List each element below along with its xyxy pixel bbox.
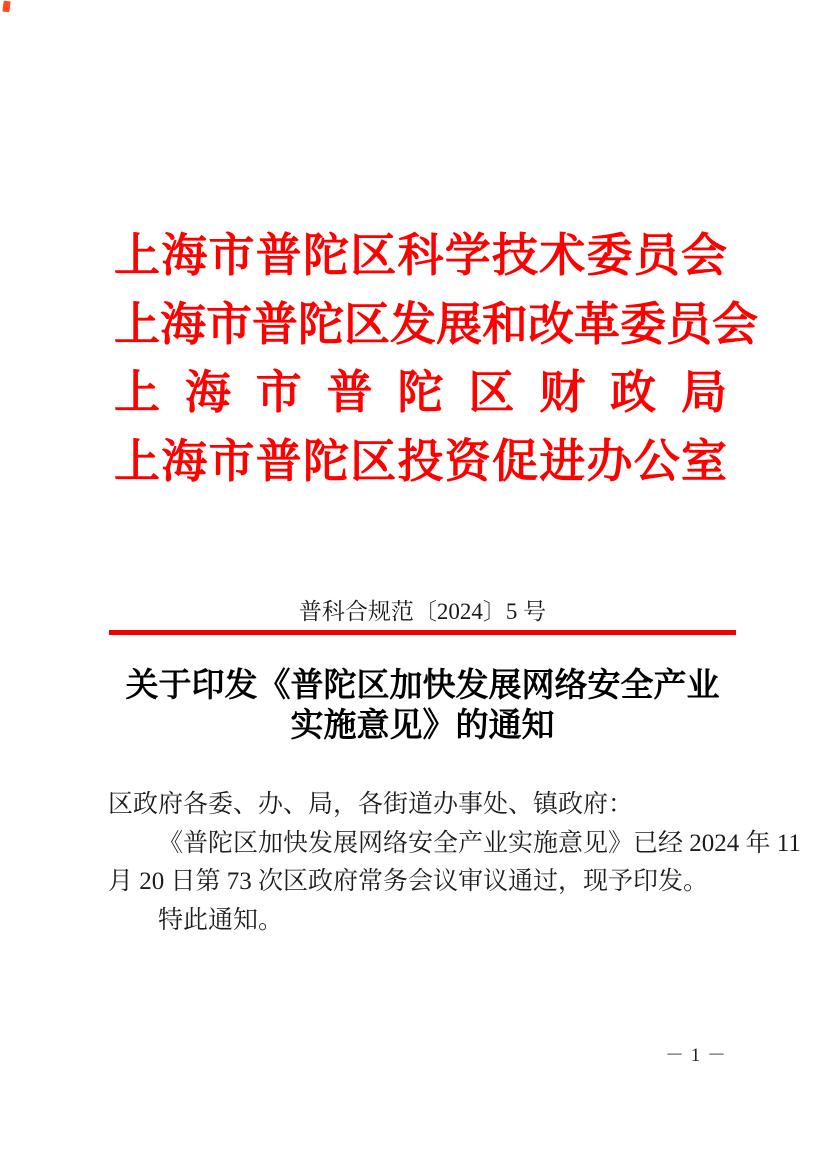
scan-artifact-speck [2, 1, 10, 13]
salutation-line: 区政府各委、办、局，各街道办事处、镇政府： [108, 791, 634, 818]
document-title-line-1: 关于印发《普陀区加快发展网络安全产业 [125, 668, 720, 704]
agency-line-investment-promotion-office: 上海市普陀区投资促进办公室 [114, 435, 727, 487]
page-number: － 1 － [664, 1045, 727, 1066]
body-line-3: 特此通知。 [158, 906, 284, 934]
body-line-2: 月 20 日第 73 次区政府常务会议审议通过，现予印发。 [108, 868, 709, 895]
agency-line-finance-bureau: 上海市普陀区财政局 [114, 367, 727, 418]
document-title [109, 666, 736, 746]
agency-line-science-committee: 上海市普陀区科学技术委员会 [114, 230, 727, 281]
document-number: 普科合规范〔2024〕5 号 [298, 599, 547, 624]
red-divider-rule [109, 630, 736, 635]
document-title-line-2: 实施意见》的通知 [290, 708, 555, 744]
document-body [108, 786, 801, 940]
agency-header-block [114, 222, 758, 496]
agency-line-development-reform-committee: 上海市普陀区发展和改革委员会 [114, 298, 758, 350]
body-line-1: 《普陀区加快发展网络安全产业实施意见》已经 2024 年 11 [158, 829, 801, 857]
